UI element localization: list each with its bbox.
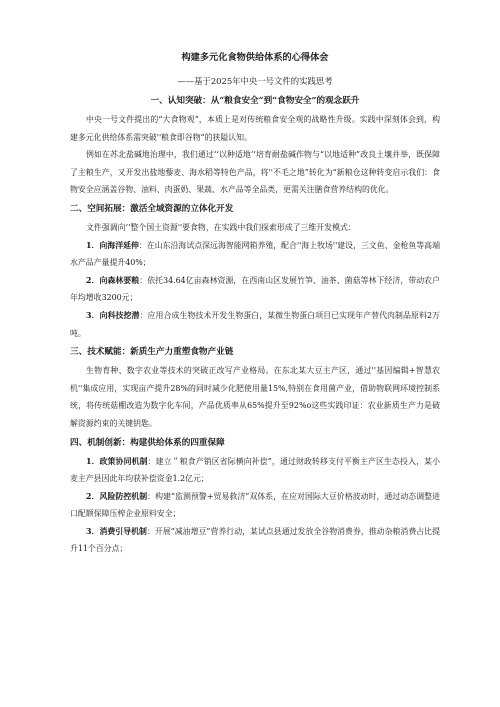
section-heading-2: 二、空间拓展：激活全域资源的立体化开发	[70, 203, 234, 214]
item-text: ：在山东沿海试点深远海智能网箱养殖，配合''海上牧场''建设，三文鱼、金枪鱼等高端水产品产量提升40%；	[70, 240, 440, 268]
section-3-paragraph-1: 生物育种、数字农业等技术的突破正改写产业格局。在东北某大豆主产区，通过''基因编辑+智慧农机''集成应用，实现亩产提升28%的同时减少化肥使用量15%,特别在食用菌产业，借助物联网环境控制系统，将传统菇棚改造为数字化车间，产品优质率从65%提升至92%o这些实践印证：农业新质生产力是破解资源约束的关键钥匙。	[70, 366, 440, 428]
section-2-item-2	[70, 272, 440, 307]
item-lead: 消费引导机制	[99, 526, 147, 536]
document-subtitle: ——基于2025年中央一号文件的实践思考	[177, 76, 333, 86]
document-page	[70, 52, 440, 558]
item-text: ：构建”监测预警+贸易救济”双体系，在应对国际大豆价格波动时，通过动态调整进口配额保障压榨企业原料安全；	[70, 491, 440, 519]
document-title: 构建多元化食物供给体系的心得体会	[181, 52, 329, 63]
item-text: ：应用合成生物技术开发生物蛋白，某微生物蛋白项目已实现年产替代肉制品原料2万吨。	[70, 310, 440, 338]
item-lead: 向森林要粮	[99, 275, 140, 285]
section-2-item-1	[70, 237, 440, 272]
section-1-paragraph-2: 例如在苏北盐碱地治理中，我们通过‘‘以种适地’‘培育耐盐碱作物与“以地适种”改良土壤并举，既保障了主粮生产，又开发出盐地藜麦、海水稻等特色产品，将''不毛之地”转化为“新粮仓这种转变启示我们：食物安全应涵盖谷物、油料、肉蛋奶、果蔬、水产品等全品类，更需关注膳食营养结构的优化。	[70, 150, 440, 195]
item-lead: 风险防控机制	[99, 491, 148, 501]
section-4-item-2	[70, 488, 440, 523]
item-lead: 政策协同机制	[99, 456, 148, 466]
section-heading-3: 三、技术赋能：新质生产力重塑食物产业链	[70, 347, 234, 358]
section-heading-1: 一、认知突破：从“粮食安全“到“食物安全”的观念跃升	[150, 96, 360, 106]
section-1-paragraph-1: 中央一号文件提出的“大食物观”，本质上是对传统粮食安全观的战略性升级。实践中深刻体会到，构建多元化供给体系需突破''粮食即谷物”的狭隘认知。	[70, 115, 440, 142]
item-lead: 向海洋延伸	[99, 240, 139, 250]
item-text: ：建立＂粮食产销区省际横向补偿”，通过财政转移支付平衡主产区生态投入，某小麦主产县因此年均获补偿资金1.2亿元；	[70, 456, 440, 484]
item-number: 1．	[86, 240, 100, 250]
item-number: 2．	[86, 491, 100, 501]
section-2-item-3	[70, 307, 440, 342]
section-4-item-1	[70, 453, 440, 488]
item-lead: 向科技挖潜	[99, 310, 140, 320]
item-text: ：开展“减油增豆”营养行动，某试点县通过发放全谷物消费券，推动杂粮消费占比提升11个百分点；	[70, 526, 440, 554]
item-number: 3．	[86, 310, 100, 320]
section-4-item-3	[70, 523, 440, 558]
section-2-intro: 文件强调向‘‘整个国土资源''要食物，在实践中我们探索形成了三维开发模式：	[86, 222, 356, 232]
item-number: 3．	[86, 526, 100, 536]
item-text: ：依托34.64亿亩森林资源，在西南山区发展竹笋、油茶、菌菇等林下经济，带动农户年均增收3200元；	[70, 275, 440, 303]
item-number: 1．	[86, 456, 100, 466]
section-heading-4: 四、机制创新：构建供给体系的四重保障	[70, 437, 225, 448]
item-number: 2．	[86, 275, 100, 285]
